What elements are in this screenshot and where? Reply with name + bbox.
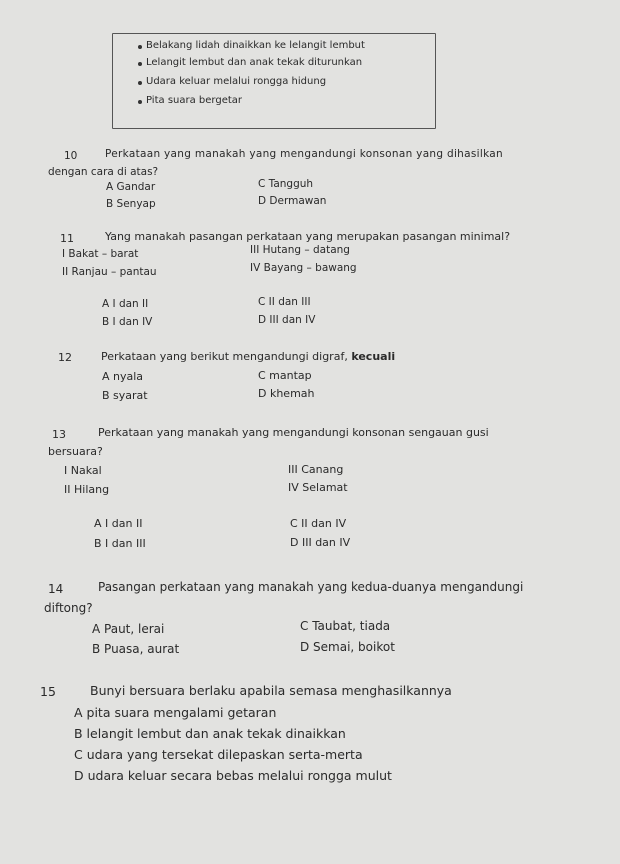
question-text: Perkataan yang manakah yang mengandungi konsonan yang dihasilkan [105,148,503,160]
option-a: A I dan II [102,298,149,310]
question-number: 14 [48,582,64,596]
bullet-item: Udara keluar melalui rongga hidung [146,76,327,87]
statement-iv: IV Bayang – bawang [250,262,357,274]
option-a: A Gandar [106,181,156,193]
option-b: B lelangit lembut dan anak tekak dinaikkan [74,726,346,741]
bullet-item: Belakang lidah dinaikkan ke lelangit lembut [146,40,365,51]
question-text: dengan cara di atas? [48,166,159,178]
question-number: 11 [60,232,74,245]
statement-ii: II Hilang [64,483,110,496]
option-d: D Dermawan [258,195,327,207]
option-c: C mantap [258,369,312,382]
option-b: B I dan III [94,537,146,550]
option-d: D Semai, boikot [300,640,395,654]
option-b: B Senyap [106,198,156,210]
bullet-item: Lelangit lembut dan anak tekak diturunkan [146,57,363,68]
option-d: D khemah [258,387,315,400]
question-number: 12 [58,351,72,364]
statement-i: I Nakal [64,464,102,477]
option-c: C udara yang tersekat dilepaskan serta-merta [74,747,363,762]
statement-i: I Bakat – barat [62,248,139,260]
option-b: B Puasa, aurat [92,642,180,656]
question-text: Yang manakah pasangan perkataan yang merupakan pasangan minimal? [105,230,511,243]
question-text: Bunyi bersuara berlaku apabila semasa menghasilkannya [90,683,452,698]
statement-iv: IV Selamat [288,481,348,494]
statement-iii: III Canang [288,463,344,476]
option-c: C Taubat, tiada [300,619,391,633]
option-a: A I dan II [94,517,143,530]
question-text: Pasangan perkataan yang manakah yang kedua-duanya mengandungi [98,580,524,594]
question-number: 13 [52,428,66,441]
option-a: A nyala [102,370,144,383]
option-a: A pita suara mengalami getaran [74,705,277,720]
option-d: D III dan IV [258,314,316,326]
option-c: C II dan IV [290,517,347,530]
bullet-item: Pita suara bergetar [146,95,243,106]
question-text: diftong? [44,601,93,615]
question-text: Perkataan yang berikut mengandungi digraf, kecuali [101,350,396,363]
option-c: C Tangguh [258,178,314,190]
question-number: 10 [64,150,78,162]
option-c: C II dan III [258,296,311,308]
question-number: 15 [40,684,56,699]
question-text: bersuara? [48,445,103,458]
statement-ii: II Ranjau – pantau [62,266,157,278]
option-d: D udara keluar secara bebas melalui rongga mulut [74,768,392,783]
option-a: A Paut, lerai [92,622,165,636]
question-text: Perkataan yang manakah yang mengandungi konsonan sengauan gusi [98,426,489,439]
statement-iii: III Hutang – datang [250,244,350,256]
option-b: B I dan IV [102,316,153,328]
option-b: B syarat [102,389,148,402]
option-d: D III dan IV [290,536,351,549]
